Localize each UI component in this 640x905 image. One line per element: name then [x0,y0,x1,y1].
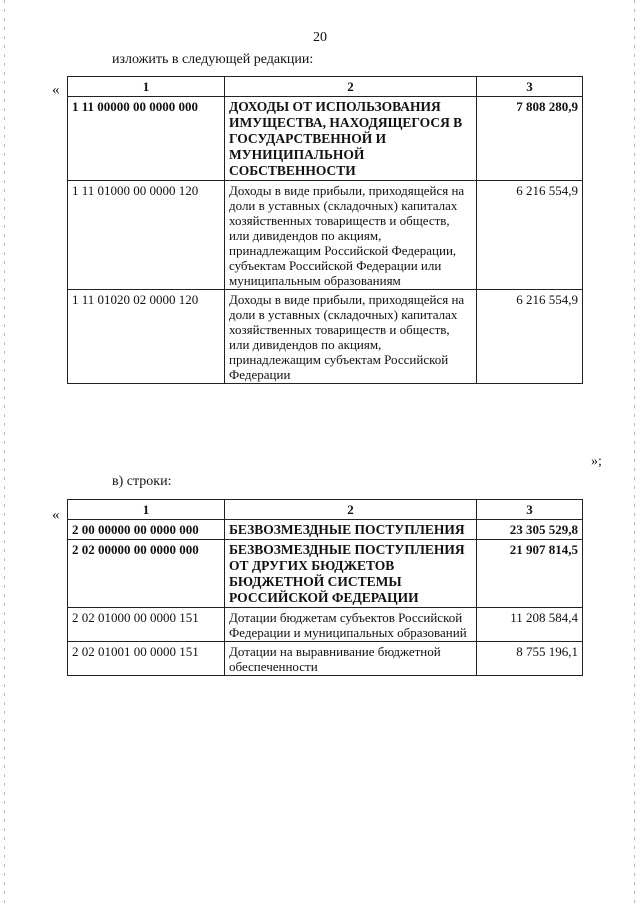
revenue-name: ДОХОДЫ ОТ ИСПОЛЬЗОВАНИЯ ИМУЩЕСТВА, НАХОДЯЩЕГОСЯ В ГОСУДАРСТВЕННОЙ И МУНИЦИПАЛЬНОЙ СОБСТВЕННОСТИ [225,97,477,181]
revenue-name: Дотации бюджетам субъектов Российской Федерации и муниципальных образований [225,608,477,642]
revenue-amount: 6 216 554,9 [477,290,583,384]
table-row [68,290,583,384]
revenue-name: БЕЗВОЗМЕЗДНЫЕ ПОСТУПЛЕНИЯ [225,520,477,540]
scan-edge-left [4,0,5,905]
budget-code: 2 02 01001 00 0000 151 [68,642,225,676]
revenue-name: БЕЗВОЗМЕЗДНЫЕ ПОСТУПЛЕНИЯ ОТ ДРУГИХ БЮДЖЕТОВ БЮДЖЕТНОЙ СИСТЕМЫ РОССИЙСКОЙ ФЕДЕРАЦИИ [225,540,477,608]
table-header-row [68,77,583,97]
revenue-name: Дотации на выравнивание бюджетной обеспеченности [225,642,477,676]
scan-edge-right [634,0,635,905]
intro-text-1: изложить в следующей редакции: [112,52,314,67]
table-header-row [68,500,583,520]
budget-code: 2 02 01000 00 0000 151 [68,608,225,642]
revenue-table-1 [67,76,583,384]
revenue-table-2 [67,499,583,676]
table-row [68,608,583,642]
revenue-amount: 23 305 529,8 [477,520,583,540]
revenue-amount: 11 208 584,4 [477,608,583,642]
intro-text-2: в) строки: [112,474,172,489]
table-row [68,97,583,181]
header-col-3: 3 [477,500,583,520]
table-row [68,642,583,676]
revenue-amount: 21 907 814,5 [477,540,583,608]
revenue-name: Доходы в виде прибыли, приходящейся на доли в уставных (складочных) капиталах хозяйственных товариществ и обществ, или дивидендов по акциям, принадлежащим субъектам Российской Федерации [225,290,477,384]
page-number: 20 [313,30,327,45]
budget-code: 2 02 00000 00 0000 000 [68,540,225,608]
header-col-1: 1 [68,500,225,520]
opening-quote-1: « [52,82,60,98]
closing-quote: »; [591,454,602,469]
revenue-amount: 7 808 280,9 [477,97,583,181]
opening-quote-2: « [52,507,60,523]
table-row [68,520,583,540]
header-col-1: 1 [68,77,225,97]
header-col-2: 2 [225,77,477,97]
revenue-name: Доходы в виде прибыли, приходящейся на доли в уставных (складочных) капиталах хозяйственных товариществ и обществ, или дивидендов по акциям, принадлежащим Российской Федерации, субъектам Российской Федерации или муниципальным образованиям [225,181,477,290]
header-col-3: 3 [477,77,583,97]
revenue-amount: 6 216 554,9 [477,181,583,290]
revenue-amount: 8 755 196,1 [477,642,583,676]
table-row [68,181,583,290]
table-row [68,540,583,608]
header-col-2: 2 [225,500,477,520]
budget-code: 1 11 01000 00 0000 120 [68,181,225,290]
budget-code: 1 11 00000 00 0000 000 [68,97,225,181]
budget-code: 1 11 01020 02 0000 120 [68,290,225,384]
budget-code: 2 00 00000 00 0000 000 [68,520,225,540]
